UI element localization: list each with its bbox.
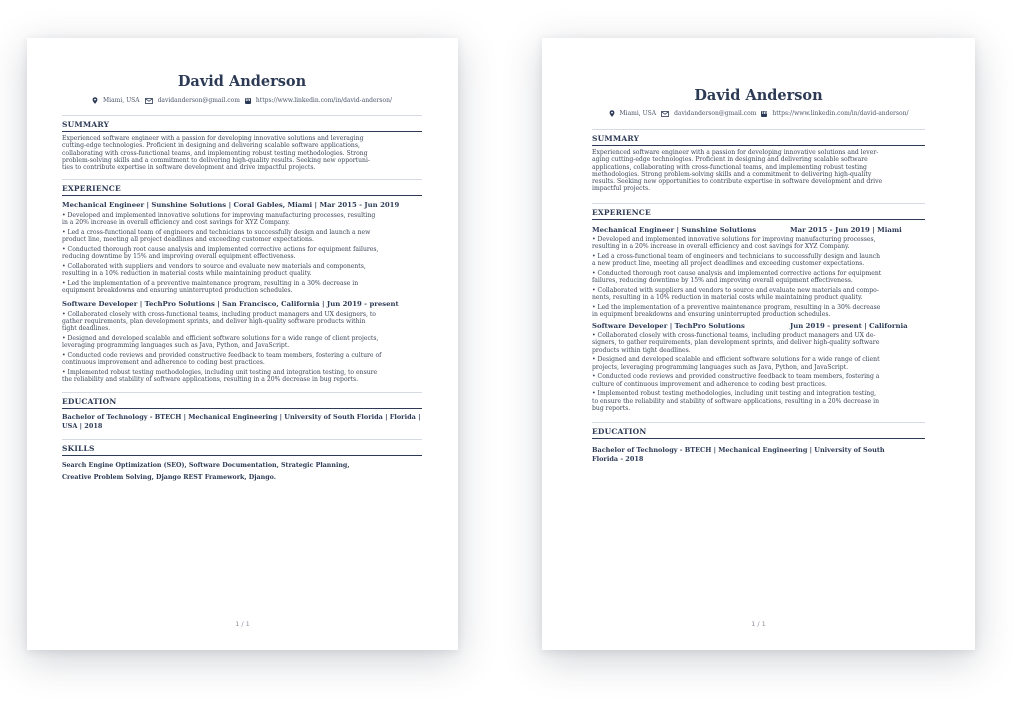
summary-heading: SUMMARY	[592, 134, 925, 146]
candidate-name: David Anderson	[177, 73, 307, 90]
contact-email[interactable]: davidanderson@gmail.com	[674, 110, 757, 117]
job-bullet: • Collaborated closely with cross-functional teams, including product managers and UX designers, to gather requirements, plan development sprints, and deliver high-quality software products within tight deadlines.	[62, 310, 376, 333]
contact-location: Miami, USA	[619, 110, 657, 117]
job-bullet: • Conducted thorough root cause analysis and implemented corrective actions for equipment failures, reducing downtime by 15% and improving overall equipment effectiveness.	[62, 245, 379, 261]
experience-heading: EXPERIENCE	[62, 184, 422, 196]
job-bullet: • Led the implementation of a preventive maintenance program, resulting in a 30% decrease in equipment breakdowns and ensuring uninterrupted production schedules.	[592, 304, 881, 319]
contact-location: Miami, USA	[103, 97, 140, 104]
education-heading: EDUCATION	[592, 427, 925, 439]
job-bullet: • Collaborated closely with cross-functional teams, including product managers and UX de- signers, to gather requirements, plan development sprints, and deliver high-quality software products within tight deadlines.	[592, 332, 880, 354]
job-header: Mechanical Engineer | Sunshine Solutions | Coral Gables, Miami | Mar 2015 - Jun 2019	[62, 201, 400, 210]
summary-heading: SUMMARY	[62, 120, 422, 132]
job-dates-location: Jun 2019 - present | California	[790, 321, 908, 330]
divider	[592, 129, 925, 130]
job-header	[592, 226, 925, 234]
job-bullet: • Led the implementation of a preventive maintenance program, resulting in a 30% decrease in equipment breakdowns and ensuring uninterrupted production schedules.	[62, 279, 359, 295]
job-bullet: • Led a cross-functional team of engineers and technicians to successfully design and launch a new product line, meeting all project deadlines and exceeding customer expectations.	[592, 253, 881, 268]
job-bullet: • Conducted thorough root cause analysis and implemented corrective actions for equipment failures, reducing downtime by 15% and improving overall equipment effectiveness.	[592, 270, 882, 285]
job-bullet: • Designed and developed scalable and efficient software solutions for a wide range of client projects, leveraging programming languages such as Java, Python, and JavaScript.	[592, 356, 880, 371]
job-dates-location: Mar 2015 - Jun 2019 | Miami	[790, 225, 902, 234]
job-title-company: Software Developer | TechPro Solutions	[592, 321, 745, 330]
divider	[62, 115, 422, 116]
job-bullet: • Implemented robust testing methodologies, including unit testing and integration testing, to ensure the reliability and stability of software applications, resulting in a 20% decrease in bug reports.	[62, 369, 378, 384]
linkedin-icon: in	[245, 97, 251, 103]
job-bullet: • Collaborated with suppliers and vendors to source and evaluate new materials and compo- nents, resulting in a 10% reduction in material costs while maintaining product quality.	[592, 287, 879, 302]
linkedin-icon: in	[762, 110, 767, 116]
job-bullet: • Developed and implemented innovative solutions for improving manufacturing processes, resulting in a 20% increase in overall efficiency and cost savings for XYZ Company.	[62, 211, 376, 227]
contact-linkedin[interactable]: https://www.linkedin.com/in/david-anderson/	[255, 97, 392, 104]
email-icon	[661, 111, 669, 117]
divider	[592, 203, 925, 204]
summary-text: Experienced software engineer with a passion for developing innovative solutions and lever- aging cutting-edge technologies. Proficient in designing and delivering scalable software applications, collaborating with cross-functional teams, and implementing robust testing methodologies. Strong problem-solving skills and a commitment to delivering high-quality results. Seeking new opportunities to contribute expertise in software development and drive impactful projects.	[592, 149, 883, 193]
job-bullet: • Led a cross-functional team of engineers and technicians to successfully design and launch a new product line, meeting all project deadlines and exceeding customer expectations.	[62, 228, 371, 244]
candidate-name: David Anderson	[694, 87, 823, 104]
job-bullet: • Collaborated with suppliers and vendors to source and evaluate new materials and components, resulting in a 10% reduction in material costs while maintaining product quality.	[62, 262, 366, 278]
job-bullet: • Developed and implemented innovative solutions for improving manufacturing processes, resulting in a 20% increase in overall efficiency and cost savings for XYZ Company.	[592, 236, 876, 251]
resume-page-right	[542, 38, 975, 650]
job-bullet: • Conducted code reviews and provided constructive feedback to team members, fostering a culture of continuous improvement and adherence to coding best practices.	[62, 352, 382, 367]
divider	[62, 439, 422, 440]
education-entry: Bachelor of Technology - BTECH | Mechanical Engineering | University of South Florida - 2018	[592, 446, 885, 464]
job-bullet: • Designed and developed scalable and efficient software solutions for a wide range of client projects, leveraging programming languages such as Java, Python, and JavaScript.	[62, 335, 379, 350]
resume-page-left	[27, 38, 458, 650]
contact-line	[592, 110, 925, 117]
page-number: 1 / 1	[235, 620, 250, 628]
job-header: Software Developer | TechPro Solutions | San Francisco, California | Jun 2019 - present	[62, 300, 399, 309]
page-number: 1 / 1	[751, 620, 766, 628]
education-entry: Bachelor of Technology - BTECH | Mechanical Engineering | University of South Florida | Florida | USA | 2018	[62, 412, 421, 430]
contact-line	[62, 97, 422, 104]
education-heading: EDUCATION	[62, 397, 422, 409]
job-bullet: • Implemented robust testing methodologies, including unit testing and integration testing, to ensure the reliability and stability of software applications, resulting in a 20% decrease in bug reports.	[592, 390, 880, 412]
email-icon	[145, 98, 153, 104]
summary-text: Experienced software engineer with a passion for developing innovative solutions and leveraging cutting-edge technologies. Proficient in designing and delivering scalable software applications, collaborating with cross-functional teams, and implementing robust testing methodologies. Strong problem-solving skills and a commitment to delivering high-quality results. Seeking new opportuni- ties to contribute expertise in software development and drive impactful projects.	[62, 135, 370, 172]
skills-list: Search Engine Optimization (SEO), Software Documentation, Strategic Planning, Creative Problem Solving, Django REST Framework, Django.	[62, 461, 350, 482]
job-title-company: Mechanical Engineer | Sunshine Solutions	[592, 225, 757, 234]
experience-heading: EXPERIENCE	[592, 208, 925, 220]
location-pin-icon	[92, 97, 98, 104]
job-header	[592, 322, 925, 330]
divider	[592, 422, 925, 423]
contact-linkedin[interactable]: https://www.linkedin.com/in/david-anderson/	[772, 110, 909, 117]
divider	[62, 179, 422, 180]
contact-email[interactable]: davidanderson@gmail.com	[157, 97, 240, 104]
job-bullet: • Conducted code reviews and provided constructive feedback to team members, fostering a culture of continuous improvement and adherence to coding best practices.	[592, 373, 880, 388]
divider	[62, 392, 422, 393]
location-pin-icon	[609, 110, 615, 117]
skills-heading: SKILLS	[62, 444, 422, 456]
